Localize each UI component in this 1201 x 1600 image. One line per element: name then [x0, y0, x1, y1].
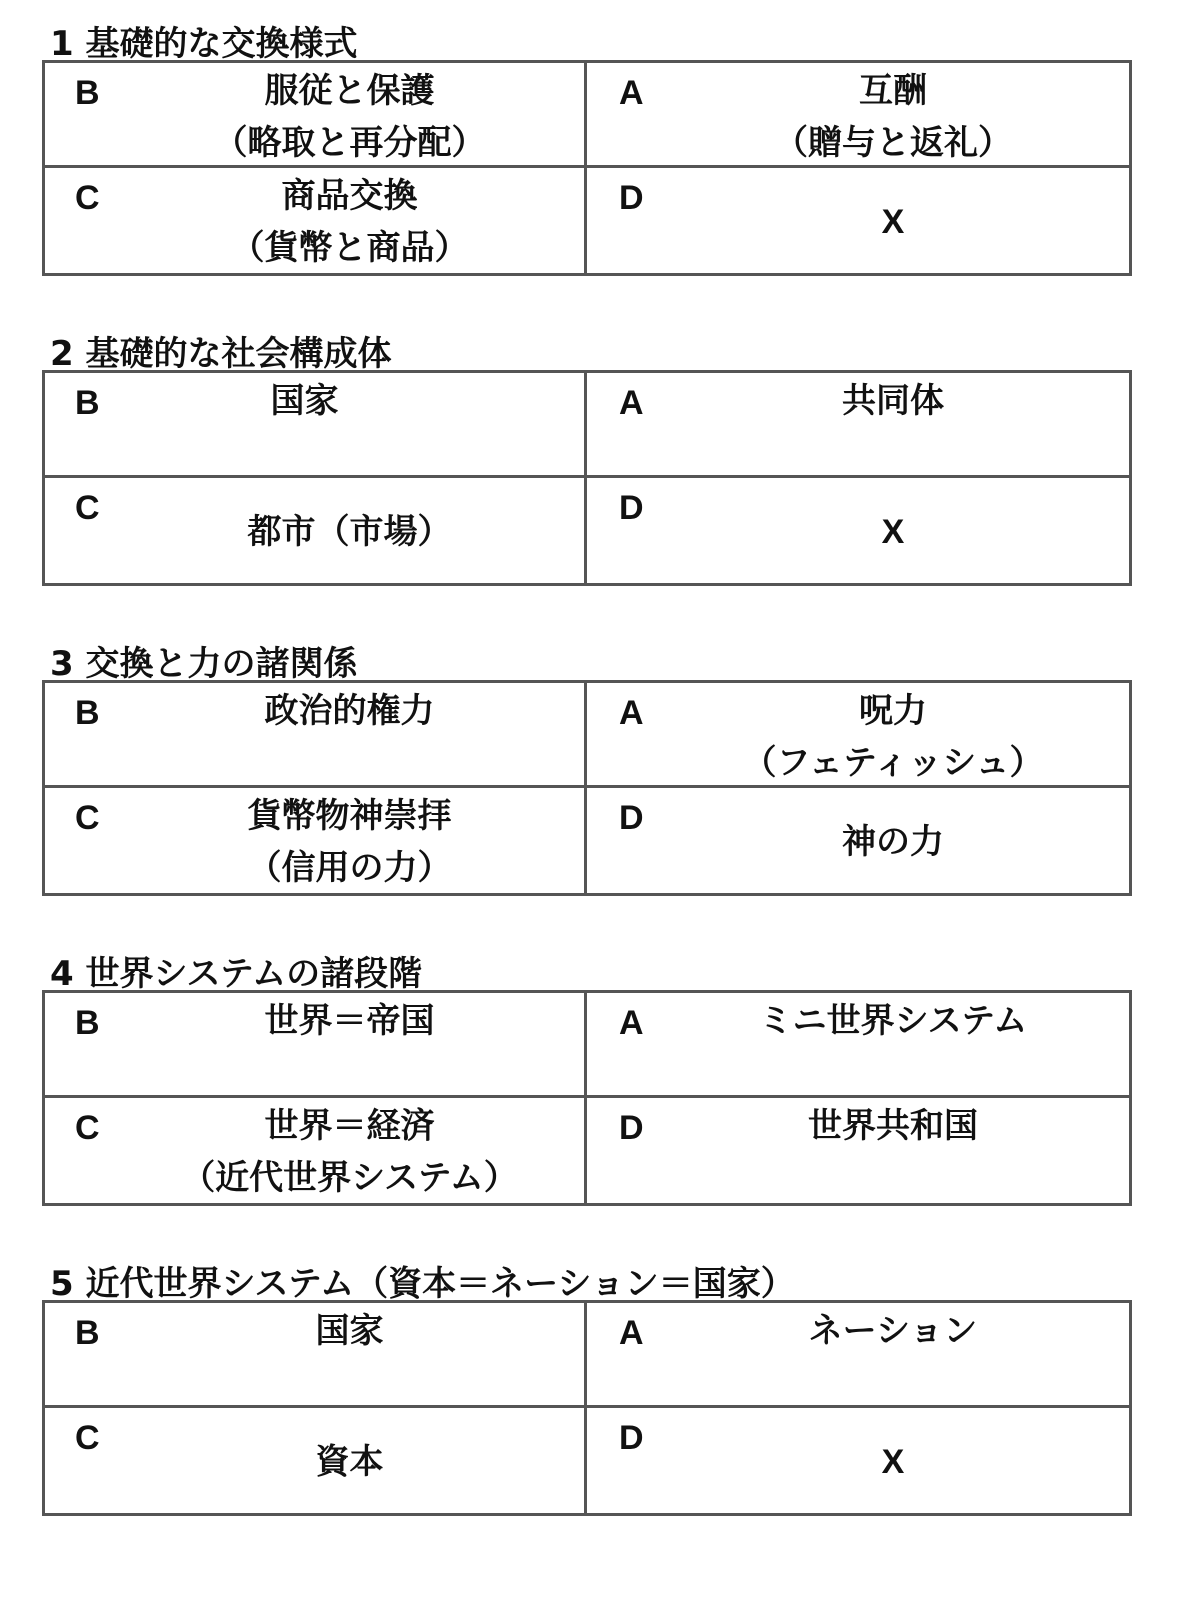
cell-c — [45, 1408, 587, 1513]
cell-c — [45, 478, 587, 583]
cell-letter: A — [619, 694, 644, 732]
cell-main-text: 貨幣物神崇拝 — [247, 796, 452, 836]
cell-d — [587, 478, 1129, 583]
quadrant-table — [42, 60, 1132, 276]
cell-sub-text: （貨幣と商品） — [230, 228, 469, 268]
cell-b — [45, 683, 587, 788]
cell-main-text: 神の力 — [842, 822, 944, 862]
cell-sub-text: （フェティッシュ） — [742, 743, 1044, 783]
cell-main-text: ネーション — [808, 1311, 978, 1351]
cell-letter: C — [75, 179, 100, 217]
cell-letter: A — [619, 74, 644, 112]
cell-main-text: 都市（市場） — [247, 512, 452, 552]
cell-letter: A — [619, 384, 644, 422]
section-title: 2 基礎的な社会構成体 — [50, 334, 392, 374]
cell-letter: C — [75, 799, 100, 837]
cell-sub-text: （近代世界システム） — [181, 1158, 518, 1198]
cell-letter: D — [619, 799, 644, 837]
cell-main-text: 呪力 — [859, 691, 927, 731]
cell-d — [587, 788, 1129, 893]
cell-letter: B — [75, 694, 100, 732]
cell-letter: B — [75, 1004, 100, 1042]
cell-letter: D — [619, 489, 644, 527]
quadrant-table — [42, 680, 1132, 896]
cell-letter: D — [619, 179, 644, 217]
cell-letter: B — [75, 384, 100, 422]
cell-main-text: 国家 — [315, 1311, 384, 1351]
cell-d — [587, 1408, 1129, 1513]
cell-b — [45, 993, 587, 1098]
cell-main-text: 商品交換 — [281, 176, 418, 216]
section-title: 3 交換と力の諸関係 — [50, 644, 358, 684]
section-title: 1 基礎的な交換様式 — [50, 24, 358, 64]
cell-main-text: 世界共和国 — [808, 1106, 978, 1146]
cell-letter: D — [619, 1419, 644, 1457]
cell-main-text: ミニ世界システム — [758, 1001, 1028, 1041]
cell-a — [587, 1303, 1129, 1408]
cell-b — [45, 373, 587, 478]
cell-a — [587, 63, 1129, 168]
cell-letter: B — [75, 1314, 100, 1352]
cell-c — [45, 1098, 587, 1203]
cell-letter: A — [619, 1314, 644, 1352]
cell-a — [587, 683, 1129, 788]
cell-letter: C — [75, 1109, 100, 1147]
cell-letter: D — [619, 1109, 644, 1147]
cell-sub-text: （略取と再分配） — [213, 123, 486, 163]
cell-main-text: X — [881, 1443, 905, 1481]
cell-sub-text: （贈与と返礼） — [774, 123, 1012, 163]
quadrant-table — [42, 990, 1132, 1206]
cell-letter: C — [75, 489, 100, 527]
cell-main-text: 服従と保護 — [264, 71, 435, 111]
cell-main-text: 国家 — [270, 381, 339, 421]
quadrant-table — [42, 370, 1132, 586]
cell-main-text: 資本 — [315, 1442, 384, 1482]
cell-main-text: 世界＝帝国 — [264, 1001, 435, 1041]
quadrant-table — [42, 1300, 1132, 1516]
cell-c — [45, 168, 587, 273]
cell-a — [587, 993, 1129, 1098]
cell-d — [587, 1098, 1129, 1203]
cell-b — [45, 63, 587, 168]
cell-c — [45, 788, 587, 893]
section-title: 4 世界システムの諸段階 — [50, 954, 423, 994]
cell-main-text: 共同体 — [842, 381, 944, 421]
cell-d — [587, 168, 1129, 273]
cell-letter: A — [619, 1004, 644, 1042]
cell-main-text: X — [881, 203, 905, 241]
cell-b — [45, 1303, 587, 1408]
cell-sub-text: （信用の力） — [247, 848, 452, 888]
cell-letter: B — [75, 74, 100, 112]
section-title: 5 近代世界システム（資本＝ネーション＝国家） — [50, 1264, 795, 1304]
cell-letter: C — [75, 1419, 100, 1457]
cell-main-text: X — [881, 513, 905, 551]
cell-main-text: 世界＝経済 — [264, 1106, 435, 1146]
cell-a — [587, 373, 1129, 478]
cell-main-text: 互酬 — [859, 71, 927, 111]
cell-main-text: 政治的権力 — [264, 691, 435, 731]
